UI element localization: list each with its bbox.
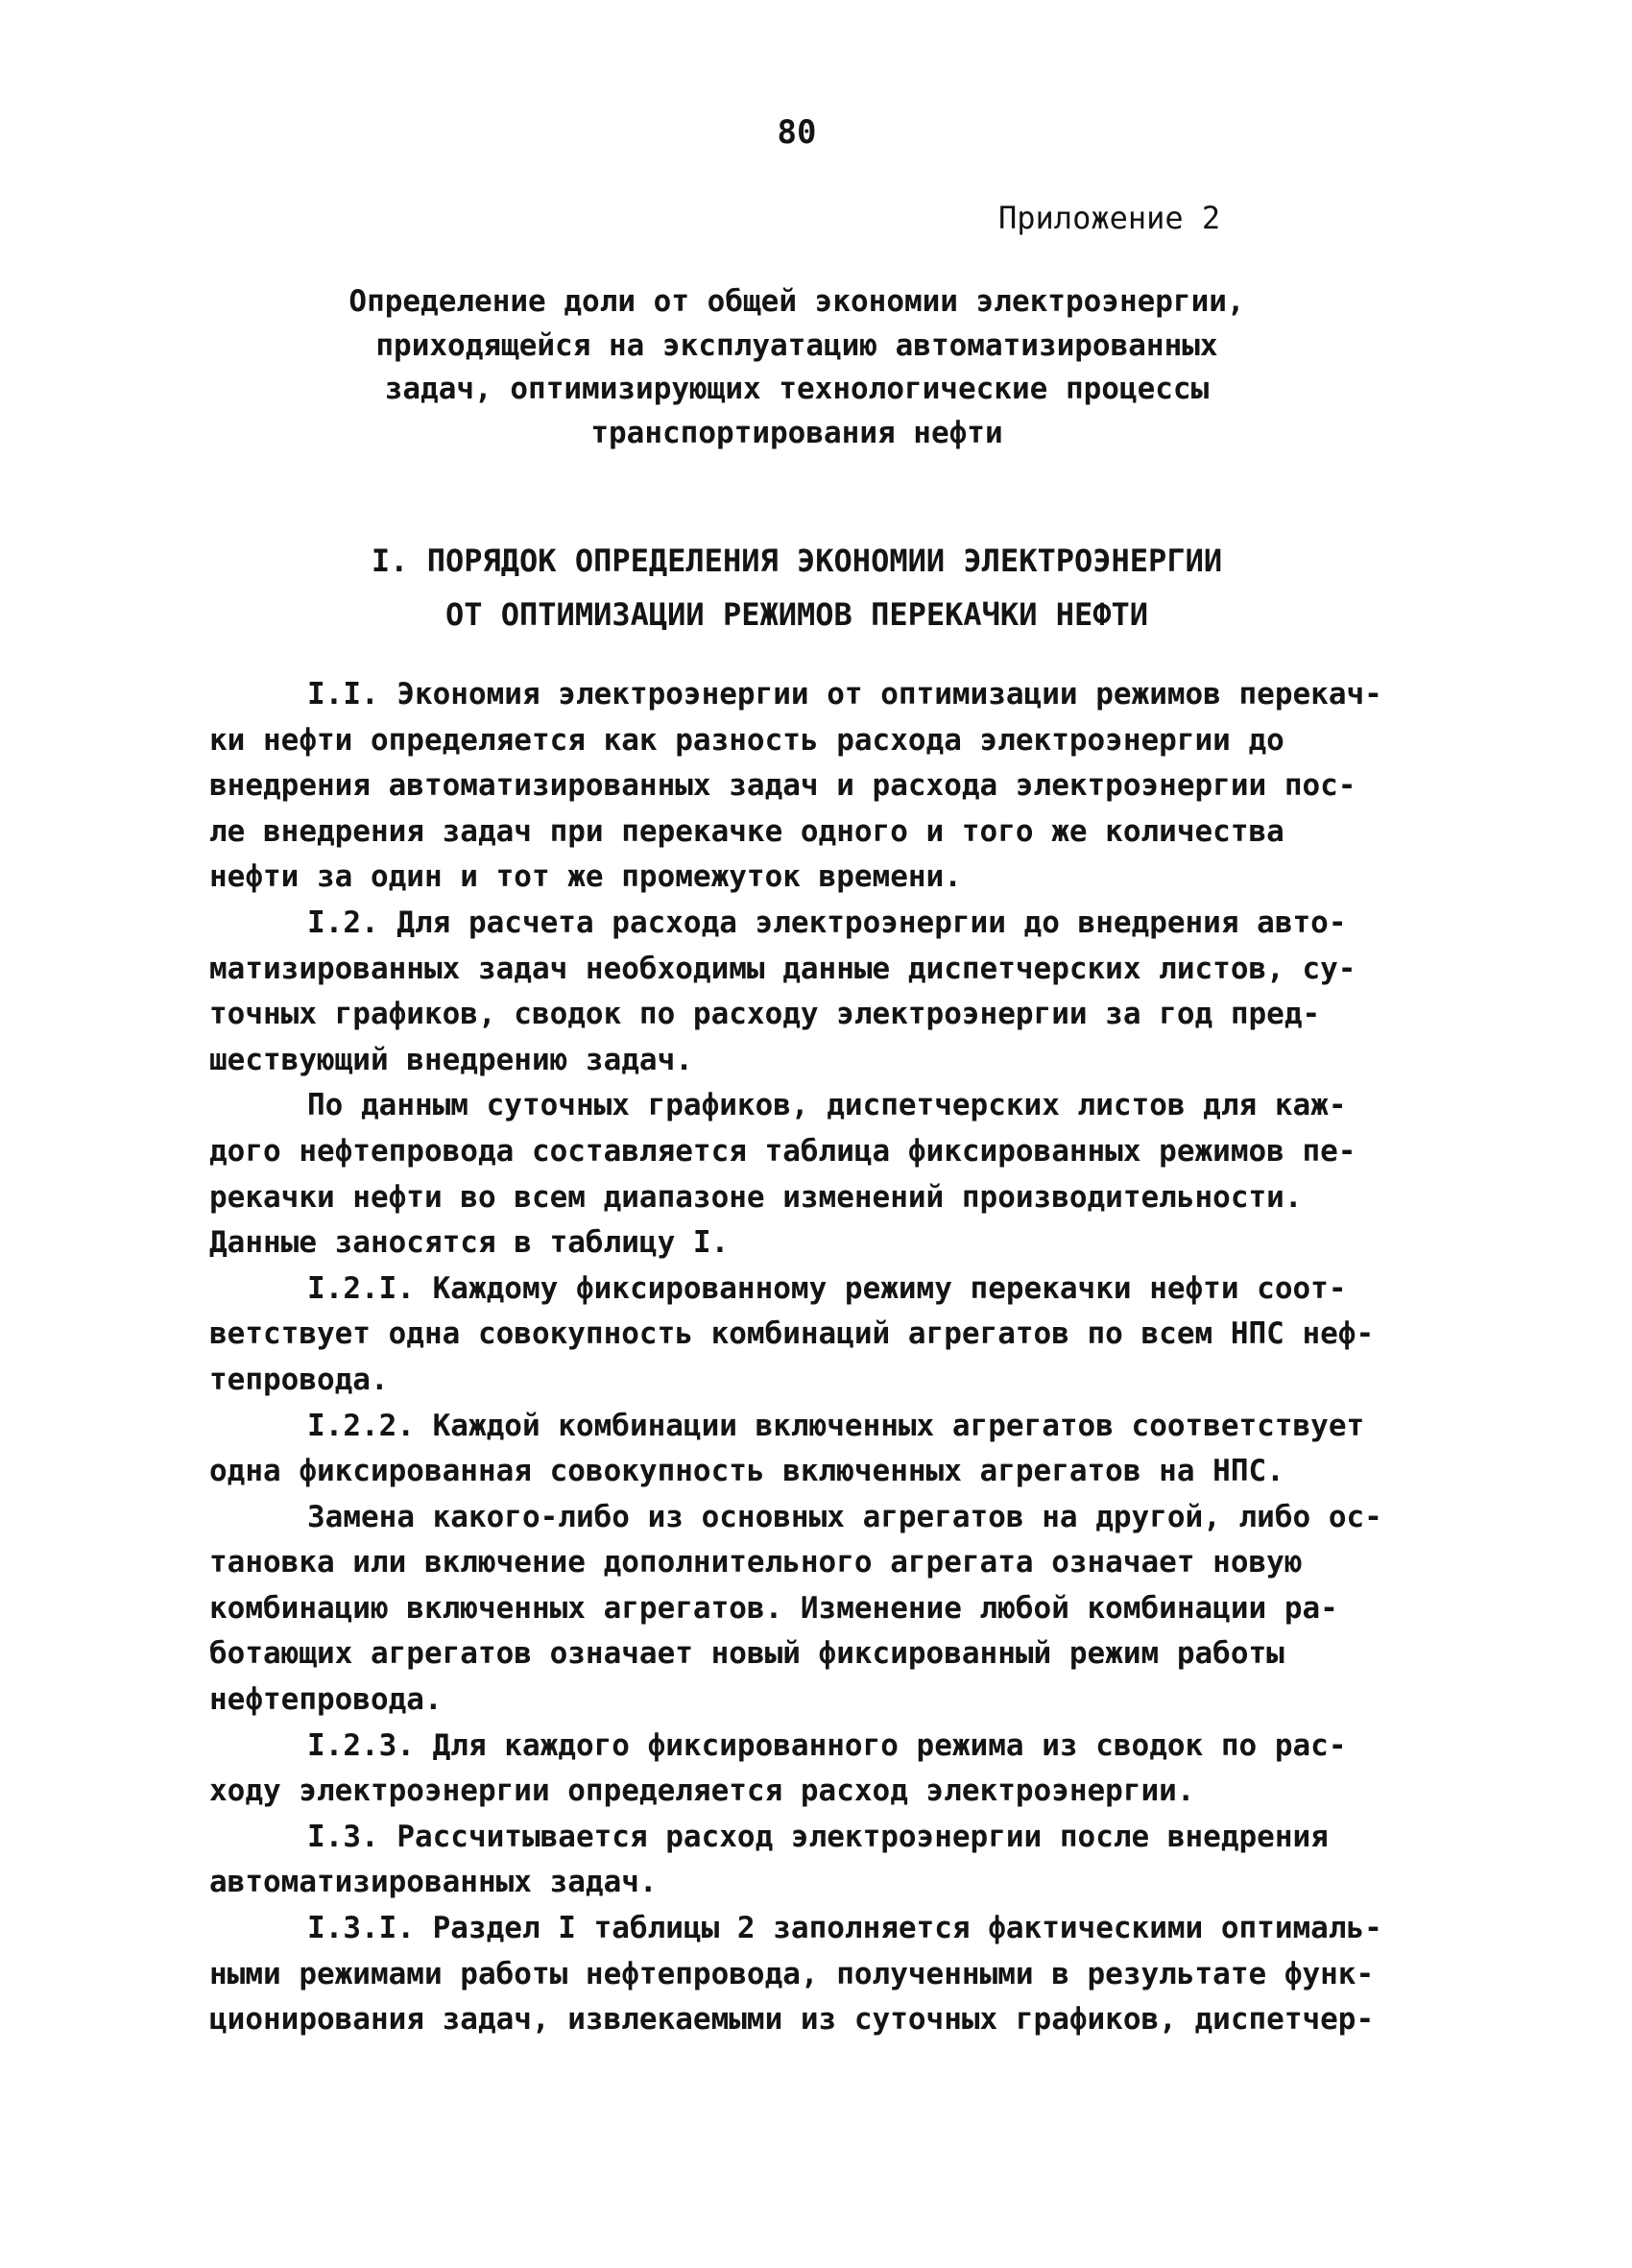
body-line: точных графиков, сводок по расходу электроэнергии за год пред- (209, 997, 1321, 1032)
body-line: автоматизированных задач. (209, 1865, 658, 1900)
section-heading (211, 534, 1382, 641)
title-line: задач, оптимизирующих технологические процессы (384, 372, 1210, 406)
body-line: дого нефтепровода составляется таблица фиксированных режимов пе- (209, 1133, 1356, 1169)
body-line: тепровода. (209, 1362, 389, 1397)
section-heading-line: ОТ ОПТИМИЗАЦИИ РЕЖИМОВ ПЕРЕКАЧКИ НЕФТИ (444, 596, 1149, 633)
body-line: матизированных задач необходимы данные диспетчерских листов, су- (209, 951, 1356, 986)
body-line: I.3. Рассчитывается расход электроэнергии после внедрения (307, 1819, 1329, 1854)
body-line: нефтепровода. (209, 1682, 443, 1718)
body-line: I.2. Для расчета расхода электроэнергии до внедрения авто- (307, 905, 1347, 940)
body-line: тановка или включение дополнительного агрегата означает новую (209, 1545, 1303, 1580)
body-line: ки нефти определяется как разность расхода электроэнергии до (209, 722, 1284, 758)
body-line: I.I. Экономия электроэнергии от оптимизации режимов перекач- (307, 677, 1382, 712)
title-line: Определение доли от общей экономии электроэнергии, (348, 284, 1245, 319)
body-line: рекачки нефти во всем диапазоне изменений производительности. (209, 1179, 1303, 1215)
body-line: ными режимами работы нефтепровода, полученными в результате функ- (209, 1956, 1375, 1991)
body-line: одна фиксированная совокупность включенных агрегатов на НПС. (209, 1454, 1284, 1489)
body-line: Замена какого-либо из основных агрегатов на другой, либо ос- (307, 1499, 1382, 1534)
body-line: I.2.2. Каждой комбинации включенных агрегатов соответствует (307, 1408, 1365, 1443)
body-line: внедрения автоматизированных задач и расхода электроэнергии пос- (209, 768, 1356, 804)
body-line: ветствует одна совокупность комбинаций агрегатов по всем НПС неф- (209, 1316, 1375, 1352)
body-text (209, 672, 1457, 2043)
body-line: I.3.I. Раздел I таблицы 2 заполняется фактическими оптималь- (307, 1911, 1382, 1946)
appendix-label: Приложение 2 (998, 200, 1221, 236)
body-line: I.2.I. Каждому фиксированному режиму перекачки нефти соот- (307, 1270, 1347, 1306)
document-title (211, 280, 1382, 455)
body-line: комбинацию включенных агрегатов. Изменение любой комбинации ра- (209, 1590, 1338, 1626)
body-line: шествующий внедрению задач. (209, 1042, 693, 1077)
body-line: ботающих агрегатов означает новый фиксированный режим работы (209, 1636, 1284, 1672)
page-number: 80 (777, 113, 817, 152)
body-line: ционирования задач, извлекаемыми из суточных графиков, диспетчер- (209, 2002, 1375, 2038)
body-line: ле внедрения задач при перекачке одного и того же количества (209, 813, 1284, 849)
body-line: По данным суточных графиков, диспетчерских листов для каж- (307, 1088, 1347, 1123)
section-heading-line: I. ПОРЯДОК ОПРЕДЕЛЕНИЯ ЭКОНОМИИ ЭЛЕКТРОЭНЕРГИИ (371, 543, 1223, 579)
title-line: транспортирования нефти (590, 415, 1003, 450)
title-line: приходящейся на эксплуатацию автоматизированных (375, 327, 1218, 363)
body-line: Данные заносятся в таблицу I. (209, 1225, 730, 1261)
body-line: нефти за один и тот же промежуток времени. (209, 859, 962, 895)
body-line: ходу электроэнергии определяется расход электроэнергии. (209, 1773, 1195, 1809)
body-line: I.2.3. Для каждого фиксированного режима из сводок по рас- (307, 1727, 1347, 1763)
